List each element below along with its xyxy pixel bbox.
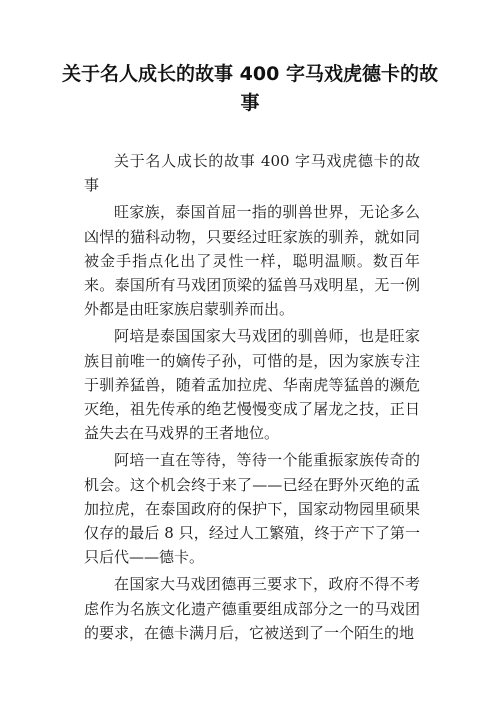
document-body: [84, 149, 420, 648]
paragraph: 阿培是泰国国家大马戏团的驯兽师，也是旺家族目前唯一的嫡传子孙，可惜的是，因为家族专注于驯养猛兽，随着孟加拉虎、华南虎等猛兽的濒危灭绝，祖先传承的绝艺慢慢变成了屠龙之技，正日益失去在马戏界的王者地位。: [84, 327, 420, 443]
paragraph: 在国家大马戏团德再三要求下，政府不得不考虑作为名族文化遗产德重要组成部分之一的马戏团的要求，在德卡满月后，它被送到了一个陌生的地: [84, 575, 420, 642]
paragraph: 旺家族，泰国首屈一指的驯兽世界，无论多么凶悍的猫科动物，只要经过旺家族的驯养，就如同被金手指点化出了灵性一样，聪明温顺。数百年来。泰国所有马戏团顶梁的猛兽马戏明星，无一例外都是由旺家族启蒙驯养而出。: [84, 203, 420, 319]
paragraph: 阿培一直在等待，等待一个能重振家族传奇的机会。这个机会终于来了——已经在野外灭绝的孟加拉虎，在泰国政府的保护下，国家动物园里硕果仅存的最后 8 只，经过人工繁殖，终于产下了第一只后代——德卡。: [84, 451, 420, 567]
paragraph: 关于名人成长的故事 400 字马戏虎德卡的故事: [84, 152, 420, 195]
document-title: 关于名人成长的故事 400 字马戏虎德卡的故事: [62, 63, 438, 114]
